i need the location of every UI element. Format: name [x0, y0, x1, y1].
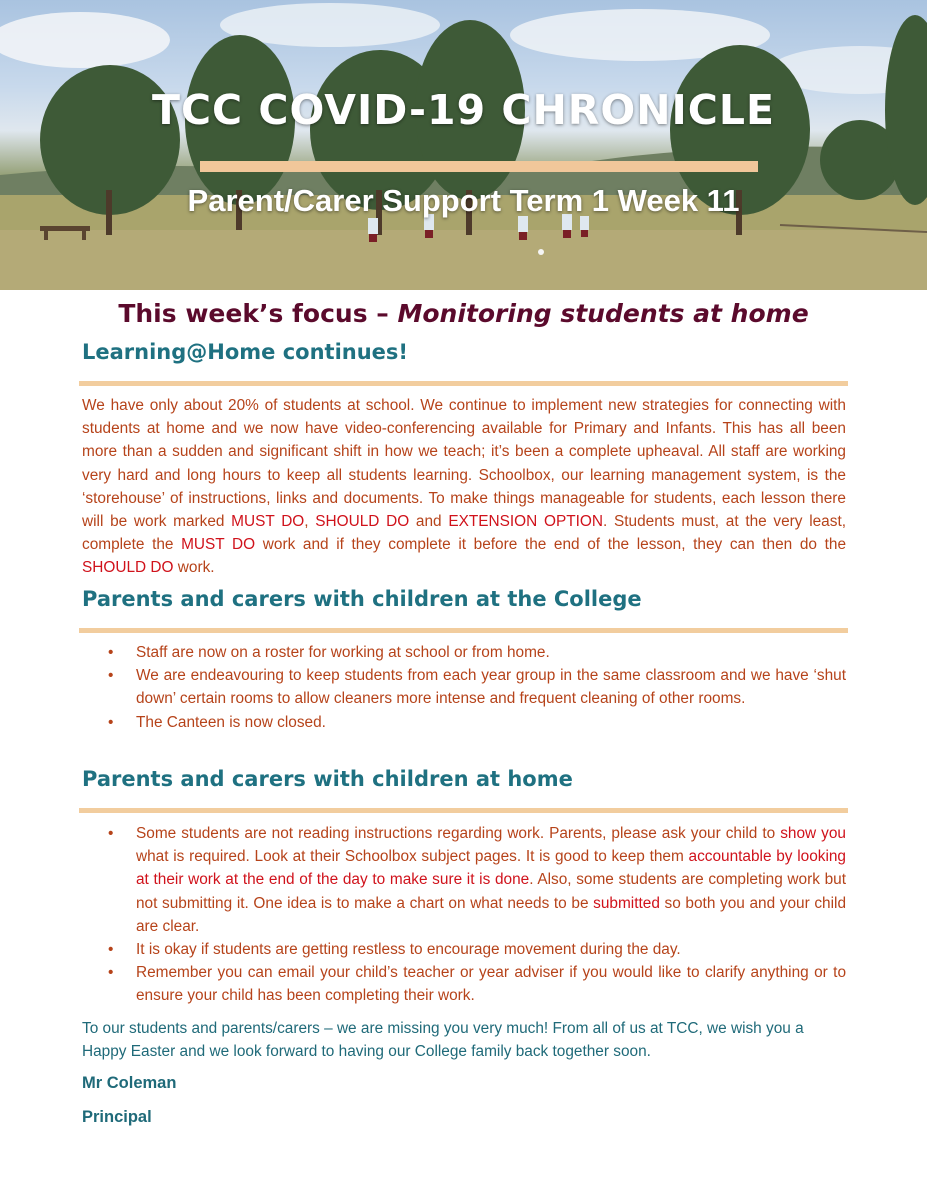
paragraph-text: work. [173, 559, 215, 577]
bullet-icon: • [108, 941, 114, 959]
list-item [108, 641, 846, 664]
must-do-label: MUST DO [231, 513, 305, 531]
bullet-icon: • [108, 667, 114, 685]
header-banner [0, 0, 927, 290]
section-divider [79, 628, 848, 633]
section-divider [79, 808, 848, 813]
list-item-text: Some students are not reading instructions regarding work. Parents, please ask your child to [136, 825, 781, 842]
list-item-text: The Canteen is now closed. [136, 713, 326, 731]
list-item [108, 664, 846, 710]
emphasis-text: accountable by looking at their work at the end of the day to make sure it is done [136, 848, 846, 889]
newsletter-title: TCC COVID-19 CHRONICLE [151, 86, 775, 134]
paragraph-text: , [304, 513, 316, 531]
college-section-heading: Parents and carers with children at the College [82, 587, 642, 611]
focus-prefix: This week’s focus – [118, 299, 398, 328]
learning-at-home-heading: Learning@Home continues! [82, 340, 409, 364]
banner-photo [0, 0, 927, 290]
paragraph-text: We have only about 20% of students at school. We continue to implement new strategies for connecting with students at home and we now have video-conferencing available for Primary and Infants. This has all been more than a sudden and significant shift in how we teach; it’s been a complete upheaval. All staff are working very hard and long hours to keep all students learning. Schoolbox, our learning management system, is the ‘storehouse’ of instructions, links and documents. To make things manageable for students, each lesson there will be work marked [82, 397, 846, 531]
list-item-text: so both you and your child are clear. [136, 894, 847, 935]
paragraph-text: work and if they complete it before the end of the lesson, they can then do the [255, 536, 846, 554]
paragraph-text: and [409, 513, 449, 531]
emphasis-text: show you [780, 825, 846, 842]
weekly-focus-heading [0, 299, 927, 328]
must-do-label: MUST DO [181, 536, 256, 554]
closing-message: To our students and parents/carers – we are missing you very much! From all of us at TCC, we wish you a Happy Easter and we look forward to having our College family back together soon. [82, 1020, 804, 1061]
title-divider [200, 161, 758, 172]
list-item [108, 711, 846, 734]
list-item-text: Staff are now on a roster for working at school or from home. [136, 644, 550, 661]
bullet-icon: • [108, 713, 114, 731]
list-item-text: what is required. Look at their Schoolbox subject pages. It is good to keep them [136, 848, 689, 866]
focus-emphasis: Monitoring students at home [397, 299, 809, 328]
list-item-text: Remember you can email your child’s teacher or year adviser if you would like to clarify anything or to ensure your child has been completing their work. [136, 964, 846, 1005]
college-bullet-list [108, 641, 846, 734]
bullet-icon: • [108, 825, 114, 842]
should-do-label: SHOULD DO [315, 513, 410, 531]
home-bullet-list [108, 822, 846, 1008]
signature-name: Mr Coleman [82, 1074, 177, 1092]
list-item-text: . Also, some students are completing work but not submitting it. One idea is to make a chart on what needs to be [136, 871, 847, 912]
section-divider [79, 381, 848, 386]
extension-option-label: EXTENSION OPTION [448, 513, 603, 531]
list-item [108, 822, 846, 938]
bullet-icon: • [108, 964, 114, 982]
list-item-text: We are endeavouring to keep students from each year group in the same classroom and we have ‘shut down’ certain rooms to allow cleaners more intense and frequent cleaning of other rooms. [136, 667, 846, 708]
paragraph-text: . Students must, at the very least, complete the [82, 513, 846, 554]
home-section-heading: Parents and carers with children at home [82, 767, 573, 791]
bullet-icon: • [108, 644, 114, 661]
learning-at-home-paragraph [82, 394, 846, 580]
emphasis-text: submitted [593, 894, 660, 912]
newsletter-subtitle: Parent/Carer Support Term 1 Week 11 [187, 183, 740, 218]
list-item-text: It is okay if students are getting restless to encourage movement during the day. [136, 941, 681, 959]
signature-role: Principal [82, 1108, 152, 1126]
list-item [108, 938, 846, 961]
should-do-label: SHOULD DO [82, 559, 174, 577]
list-item [108, 961, 846, 1007]
